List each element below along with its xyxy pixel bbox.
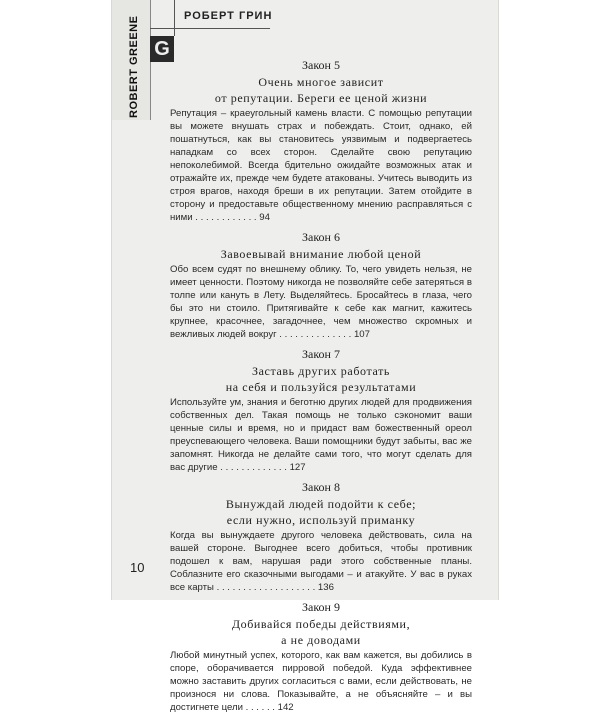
law-text-body: Любой минутный успех, которого, как вам кажется, вы добились в споре, оборачивается пирровой победой. Куда эффективнее можно заставить других согласиться с вами, если действовать, не произнося ни слова. Показывайте, а не объясняйте – и вы достигнете цели — [170, 650, 472, 713]
law-title: Закон 8 — [302, 480, 340, 494]
law-text: Используйте ум, знания и беготню других людей для продвижения собственных дел. Такая помощь не только сэкономит ваши ценные силы и время, но и придаст вам божественный ореол преуспевающего человека. Ваши помощники будут забыты, вас же запомнят. Никогда не делайте сами того, что могут сделать для вас другие . . . . . . . . . . . . . 127 — [170, 397, 472, 473]
law-text-body: Когда вы вынуждаете другого человека действовать, сила на вашей стороне. Выгоднее всего добиться, чтобы противник подошел к вам, нарушая ради этого собственные планы. Соблазните его сказочными выгодами – и атакуйте. У вас в руках все карты — [170, 530, 472, 593]
law-text-body: Обо всем судят по внешнему облику. То, чего увидеть нельзя, не имеет ценности. Поэтому никогда не позволяйте себе затеряться в толпе или кануть в Лету. Выделяйтесь. Бросайтесь в глаза, чего бы это ни стоило. Притягивайте к себе как магнит, кажитесь крупнее, красочнее, загадочнее, чем множество скромных и вежливых людей вокруг — [170, 264, 472, 340]
publisher-logo: G — [150, 36, 174, 62]
law-heading-line: Завоевывай внимание любой ценой — [220, 247, 422, 261]
spine-author: ROBERT GREENE — [128, 15, 140, 118]
header-rule — [150, 28, 270, 29]
law-text: Обо всем судят по внешнему облику. То, чего увидеть нельзя, не имеет ценности. Поэтому никогда не позволяйте себе затеряться в толпе или кануть в Лету. Выделяйтесь. Бросайтесь в глаза, чего бы это ни стоило. Притягивайте к себе как магнит, кажитесь крупнее, красочнее, загадочнее, чем множество скромных и вежливых людей вокруг . . . . . . . . . . . . . . 107 — [170, 264, 472, 340]
law-text-body: Репутация – краеугольный камень власти. С помощью репутации вы можете внушать страх и побеждать. Стоит, однако, ей пошатнуться, как вы становитесь уязвимым и подвергаетесь нападкам со всех сторон. Сделайте свою репутацию непоколебимой. Всегда бдительно ожидайте возможных атак и отражайте их, прежде чем будете атакованы. Учитесь выводить из строя врагов, находя бреши в их репутации. Затем отойдите в сторону и предоставьте общественному мнению расправляться с ними — [170, 108, 472, 223]
law-title: Закон 5 — [302, 58, 340, 72]
law-heading-line: а не доводами — [281, 633, 361, 647]
law-page-number: 94 — [259, 212, 270, 223]
law-heading-line: Заставь других работать — [251, 364, 390, 378]
law-title: Закон 9 — [302, 600, 340, 614]
law-page-number: 142 — [277, 702, 294, 713]
law-heading-line: если нужно, используй приманку — [226, 513, 416, 527]
law-heading-line: Вынуждай людей подойти к себе; — [225, 497, 417, 511]
law-text: Репутация – краеугольный камень власти. С помощью репутации вы можете внушать страх и побеждать. Стоит, однако, ей пошатнуться, как вы становитесь уязвимым и подвергаетесь нападкам со всех сторон. Сделайте свою репутацию непоколебимой. Всегда бдительно ожидайте возможных атак и отражайте их, прежде чем будете атакованы. Учитесь выводить из строя врагов, находя бреши в их репутации. Затем отойдите в сторону и предоставьте общественному мнению расправляться с ними . . . . . . . . . . . . 94 — [170, 108, 472, 223]
law-heading-line: Очень многое зависит — [258, 75, 384, 89]
law-page-number: 107 — [353, 329, 370, 340]
law-text: Любой минутный успех, которого, как вам кажется, вы добились в споре, оборачивается пирровой победой. Куда эффективнее можно заставить других согласиться с вами, если действовать, не произнося ни слова. Показывайте, а не объясняйте – и вы достигнете цели . . . . . . 142 — [170, 650, 472, 713]
law-text-body: Используйте ум, знания и беготню других людей для продвижения собственных дел. Такая помощь не только сэкономит ваши ценные силы и время, но и придаст вам божественный ореол преуспевающего человека. Ваши помощники будут забыты, вас же запомнят. Никогда не делайте сами того, что могут сделать для вас другие — [170, 397, 472, 473]
law-heading-line: на себя и пользуйся результатами — [225, 380, 417, 394]
law-heading-line: от репутации. Береги ее ценой жизни — [214, 91, 428, 105]
running-head-author: РОБЕРТ ГРИН — [184, 10, 273, 22]
law-title: Закон 6 — [302, 230, 340, 244]
law-title: Закон 7 — [302, 347, 340, 361]
book-page — [112, 0, 498, 713]
law-page-number: 127 — [289, 462, 306, 473]
page-folio: 10 — [130, 560, 145, 575]
laws-list — [170, 52, 472, 714]
law-text: Когда вы вынуждаете другого человека действовать, сила на вашей стороне. Выгоднее всего добиться, чтобы противник подошел к вам, нарушая ради этого собственные планы. Соблазните его сказочными выгодами – и атакуйте. У вас в руках все карты . . . . . . . . . . . . . . . . . . . 136 — [170, 530, 472, 593]
law-heading-line: Добивайся победы действиями, — [231, 617, 411, 631]
header-vertical-rule — [174, 0, 175, 36]
law-page-number: 136 — [317, 582, 334, 593]
